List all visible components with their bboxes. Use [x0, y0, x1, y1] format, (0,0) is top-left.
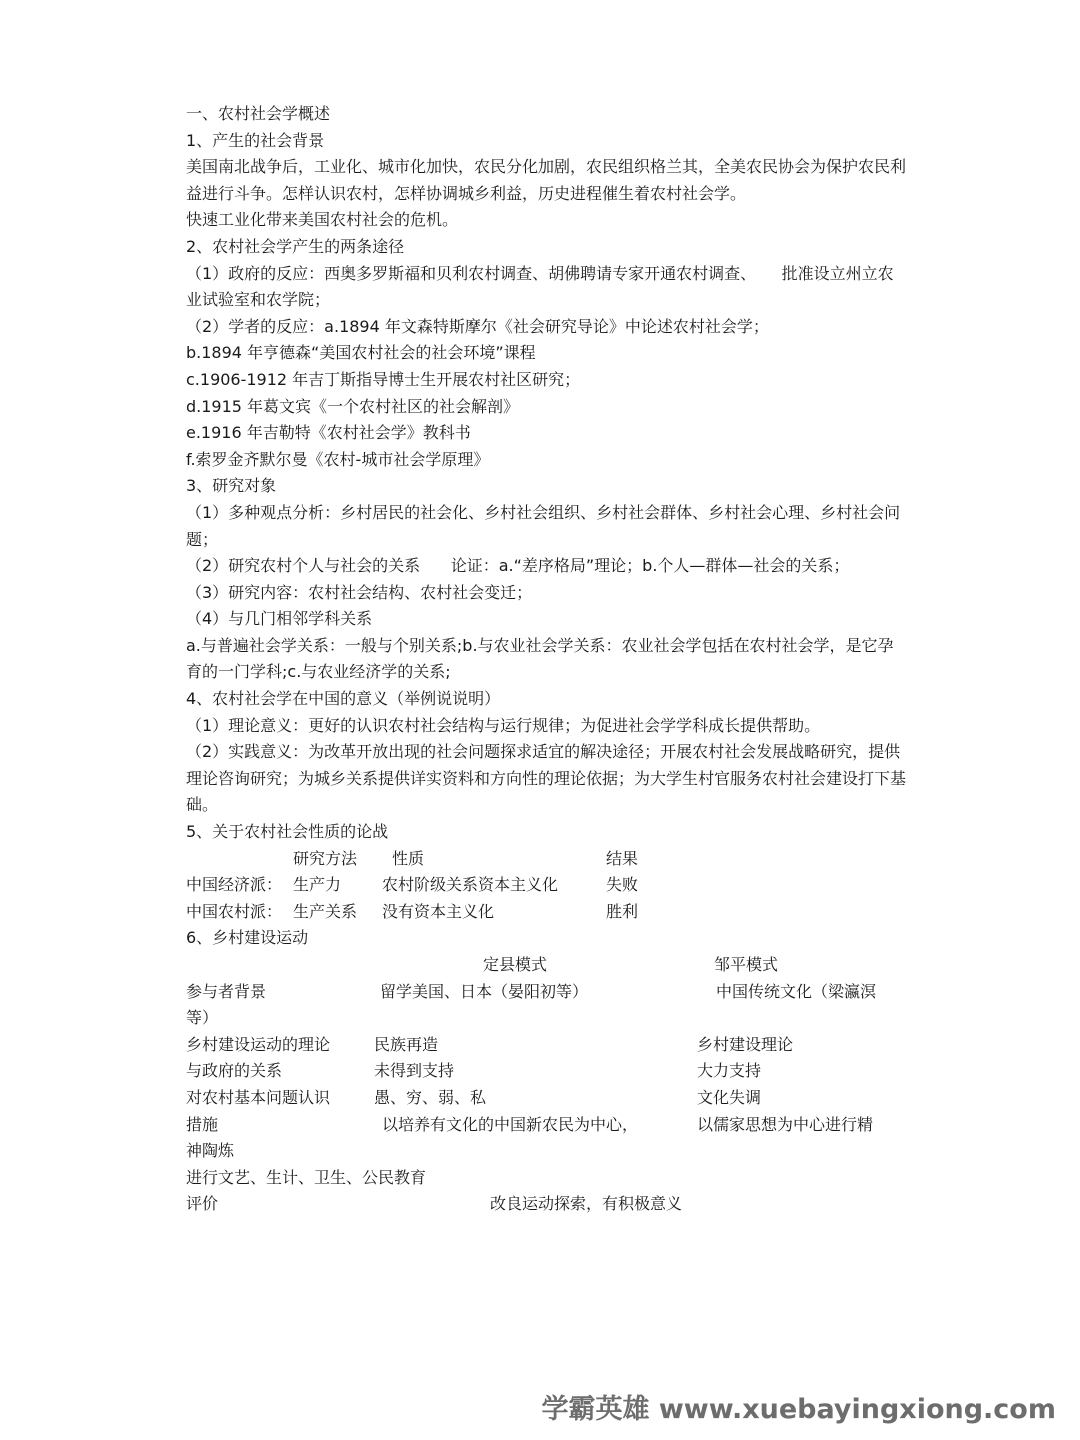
table-cell: 神陶炼 — [186, 1141, 235, 1161]
table-row-label: 评价 — [186, 1194, 219, 1214]
table-header-cell: 性质 — [392, 848, 425, 868]
list-item: f.索罗金齐默尔曼《农村-城市社会学原理》 — [186, 449, 490, 469]
table-row-continuation — [186, 1165, 906, 1192]
section-title: 一、农村社会学概述 — [186, 104, 331, 123]
debate-table-header — [186, 846, 906, 873]
table-cell: 未得到支持 — [374, 1061, 455, 1081]
table-cell: 中国经济派： — [186, 875, 283, 895]
paragraph: 快速工业化带来美国农村社会的危机。 — [186, 210, 459, 230]
paragraph: （1）政府的反应：西奥多罗斯福和贝利农村调查、胡佛聘请专家开通农村调查、 批准设立州立农业试验室和农学院； — [186, 263, 894, 310]
document-body — [186, 101, 906, 1218]
table-cell: 失败 — [606, 875, 639, 895]
subsection-heading: 2、农村社会学产生的两条途径 — [186, 236, 405, 256]
table-header-cell: 研究方法 — [293, 848, 358, 868]
paragraph: （1）多种观点分析：乡村居民的社会化、乡村社会组织、乡村社会群体、乡村社会心理、乡村社会问题； — [186, 502, 901, 549]
table-cell: 留学美国、日本（晏阳初等） — [380, 981, 589, 1001]
table-cell: 以儒家思想为中心进行精 — [697, 1114, 874, 1134]
subsection-heading: 1、产生的社会背景 — [186, 130, 325, 150]
table-cell: 文化失调 — [697, 1087, 762, 1107]
table-row — [186, 899, 906, 926]
table-row-continuation — [186, 1005, 906, 1032]
table-cell: 乡村建设理论 — [697, 1034, 794, 1054]
table-row — [186, 979, 906, 1006]
paragraph: 美国南北战争后，工业化、城市化加快，农民分化加剧，农民组织格兰其，全美农民协会为保护农民利益进行斗争。怎样认识农村，怎样协调城乡利益，历史进程催生着农村社会学。 — [186, 157, 907, 203]
paragraph: （3）研究内容：农村社会结构、农村社会变迁； — [186, 582, 533, 602]
paragraph: （2）研究农村个人与社会的关系 论证：a.“差序格局”理论；b.个人—群体—社会的关系； — [186, 556, 850, 576]
table-cell: 大力支持 — [697, 1061, 762, 1081]
table-cell: 中国传统文化（梁瀛溟 — [716, 981, 877, 1001]
subsection-heading: 4、农村社会学在中国的意义（举例说说明） — [186, 689, 501, 709]
table-cell: 愚、穷、弱、私 — [374, 1087, 487, 1107]
table-cell: 农村阶级关系资本主义化 — [382, 875, 559, 895]
table-row-label: 对农村基本问题认识 — [186, 1087, 331, 1107]
paragraph: （4）与几门相邻学科关系 — [186, 609, 373, 629]
table-header-cell: 定县模式 — [483, 955, 548, 974]
table-row — [186, 1191, 906, 1218]
subsection-heading: 3、研究对象 — [186, 476, 277, 496]
table-cell: 没有资本主义化 — [382, 901, 495, 921]
subsection-heading: 5、关于农村社会性质的论战 — [186, 822, 389, 842]
table-cell: 中国农村派： — [186, 901, 283, 921]
site-watermark: 学霸英雄 www.xuebayingxiong.com — [541, 1394, 1056, 1425]
table-cell: 等） — [186, 1008, 219, 1028]
table-cell: 以培养有文化的中国新农民为中心， — [382, 1114, 639, 1134]
paragraph: a.与普遍社会学关系：一般与个别关系;b.与农业社会学关系：农业社会学包括在农村社会学，是它孕育的一门学科;c.与农业经济学的关系; — [186, 635, 894, 682]
list-item: （2）学者的反应：a.1894 年文森特斯摩尔《社会研究导论》中论述农村社会学； — [186, 316, 769, 336]
table-row — [186, 872, 906, 899]
list-item: c.1906-1912 年吉丁斯指导博士生开展农村社区研究； — [186, 369, 581, 389]
table-row-label: 参与者背景 — [186, 981, 267, 1001]
table-row-continuation — [186, 1138, 906, 1165]
table-row-label: 乡村建设运动的理论 — [186, 1034, 331, 1054]
table-cell: 改良运动探索，有积极意义 — [490, 1194, 683, 1214]
table-header-cell: 结果 — [606, 848, 639, 868]
table-row — [186, 1032, 906, 1059]
list-item: d.1915 年葛文宾《一个农村社区的社会解剖》 — [186, 396, 520, 416]
paragraph: （2）实践意义：为改革开放出现的社会问题探求适宜的解决途径；开展农村社会发展战略研究，提供理论咨询研究；为城乡关系提供详实资料和方向性的理论依据；为大学生村官服务农村社会建设打下基础。 — [186, 742, 907, 815]
table-row — [186, 1058, 906, 1085]
table-row-label: 与政府的关系 — [186, 1061, 283, 1081]
table-cell: 生产关系 — [293, 901, 358, 921]
table-cell: 民族再造 — [374, 1034, 439, 1054]
table-cell: 进行文艺、生计、卫生、公民教育 — [186, 1167, 427, 1187]
paragraph: （1）理论意义：更好的认识农村社会结构与运行规律；为促进社会学学科成长提供帮助。 — [186, 715, 821, 735]
table-header-cell: 邹平模式 — [714, 955, 779, 974]
table-row-label: 措施 — [186, 1114, 219, 1134]
table-cell: 生产力 — [293, 875, 342, 895]
table-row — [186, 1112, 906, 1139]
list-item: e.1916 年吉勒特《农村社会学》教科书 — [186, 423, 471, 443]
list-item: b.1894 年亨德森“美国农村社会的社会环境”课程 — [186, 343, 536, 363]
table-row — [186, 1085, 906, 1112]
subsection-heading: 6、乡村建设运动 — [186, 928, 309, 948]
table-cell: 胜利 — [606, 901, 639, 921]
rural-table-header — [186, 952, 906, 979]
